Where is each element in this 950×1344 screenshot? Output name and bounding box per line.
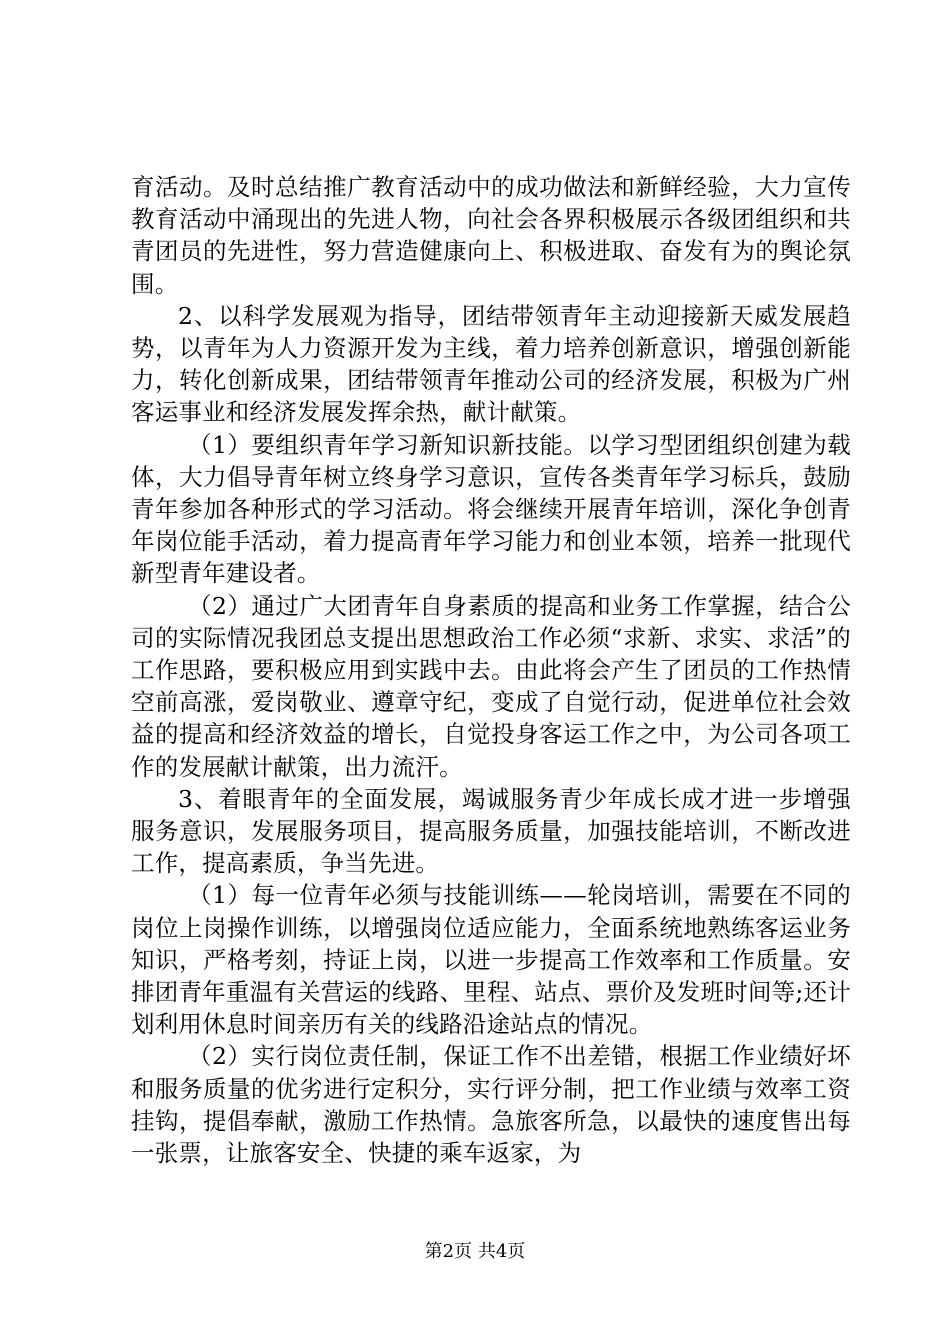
- paragraph-item-3-1: （1）每一位青年必须与技能训练——轮岗培训，需要在不同的岗位上岗操作训练，以增强岗位适应能力，全面系统地熟练客运业务知识，严格考刻，持证上岗，以进一步提高工作效率和工作质量。安排团青年重温有关营运的线路、里程、站点、票价及发班时间等;还计划利用休息时间亲历有关的线路沿途站点的情况。: [131, 881, 851, 1039]
- page-footer: [0, 1240, 950, 1264]
- paragraph-item-2-2: （2）通过广大团青年自身素质的提高和业务工作掌握，结合公司的实际情况我团总支提出思想政治工作必须“求新、求实、求活”的工作思路，要积极应用到实践中去。由此将会产生了团员的工作热情空前高涨，爱岗敬业、遵章守纪，变成了自觉行动，促进单位社会效益的提高和经济效益的增长，自觉投身客运工作之中，为公司各项工作的发展献计献策，出力流汗。: [131, 591, 851, 781]
- body-text: [131, 171, 851, 1169]
- paragraph-continuation: 育活动。及时总结推广教育活动中的成功做法和新鲜经验，大力宣传教育活动中涌现出的先进人物，向社会各界积极展示各级团组织和共青团员的先进性，努力营造健康向上、积极进取、奋发有为的舆论氛围。: [131, 173, 851, 298]
- paragraph-item-3-2: （2）实行岗位责任制，保证工作不出差错，根据工作业绩好坏和服务质量的优劣进行定积分，实行评分制，把工作业绩与效率工资挂钩，提倡奉献，激励工作热情。急旅客所急，以最快的速度售出每一张票，让旅客安全、快捷的乘车返家，为: [131, 1042, 851, 1168]
- paragraph-section-3: 3、着眼青年的全面发展，竭诚服务青少年成长成才进一步增强服务意识，发展服务项目，提高服务质量，加强技能培训，不断改进工作，提高素质，争当先进。: [131, 784, 851, 878]
- paragraph-item-2-1: （1）要组织青年学习新知识新技能。以学习型团组织创建为载体，大力倡导青年树立终身学习意识，宣传各类青年学习标兵，鼓励青年参加各种形式的学习活动。将会继续开展青年培训，深化争创青年岗位能手活动，着力提高青年学习能力和创业本领，培养一批现代新型青年建设者。: [131, 430, 851, 588]
- paragraph-section-2: 2、以科学发展观为指导，团结带领青年主动迎接新天威发展趋势，以青年为人力资源开发为主线，着力培养创新意识，增强创新能力，转化创新成果，团结带领青年推动公司的经济发展，积极为广州客运事业和经济发展发挥余热，献计献策。: [131, 301, 851, 427]
- page-number-label: 第2页 共4页: [424, 1241, 526, 1262]
